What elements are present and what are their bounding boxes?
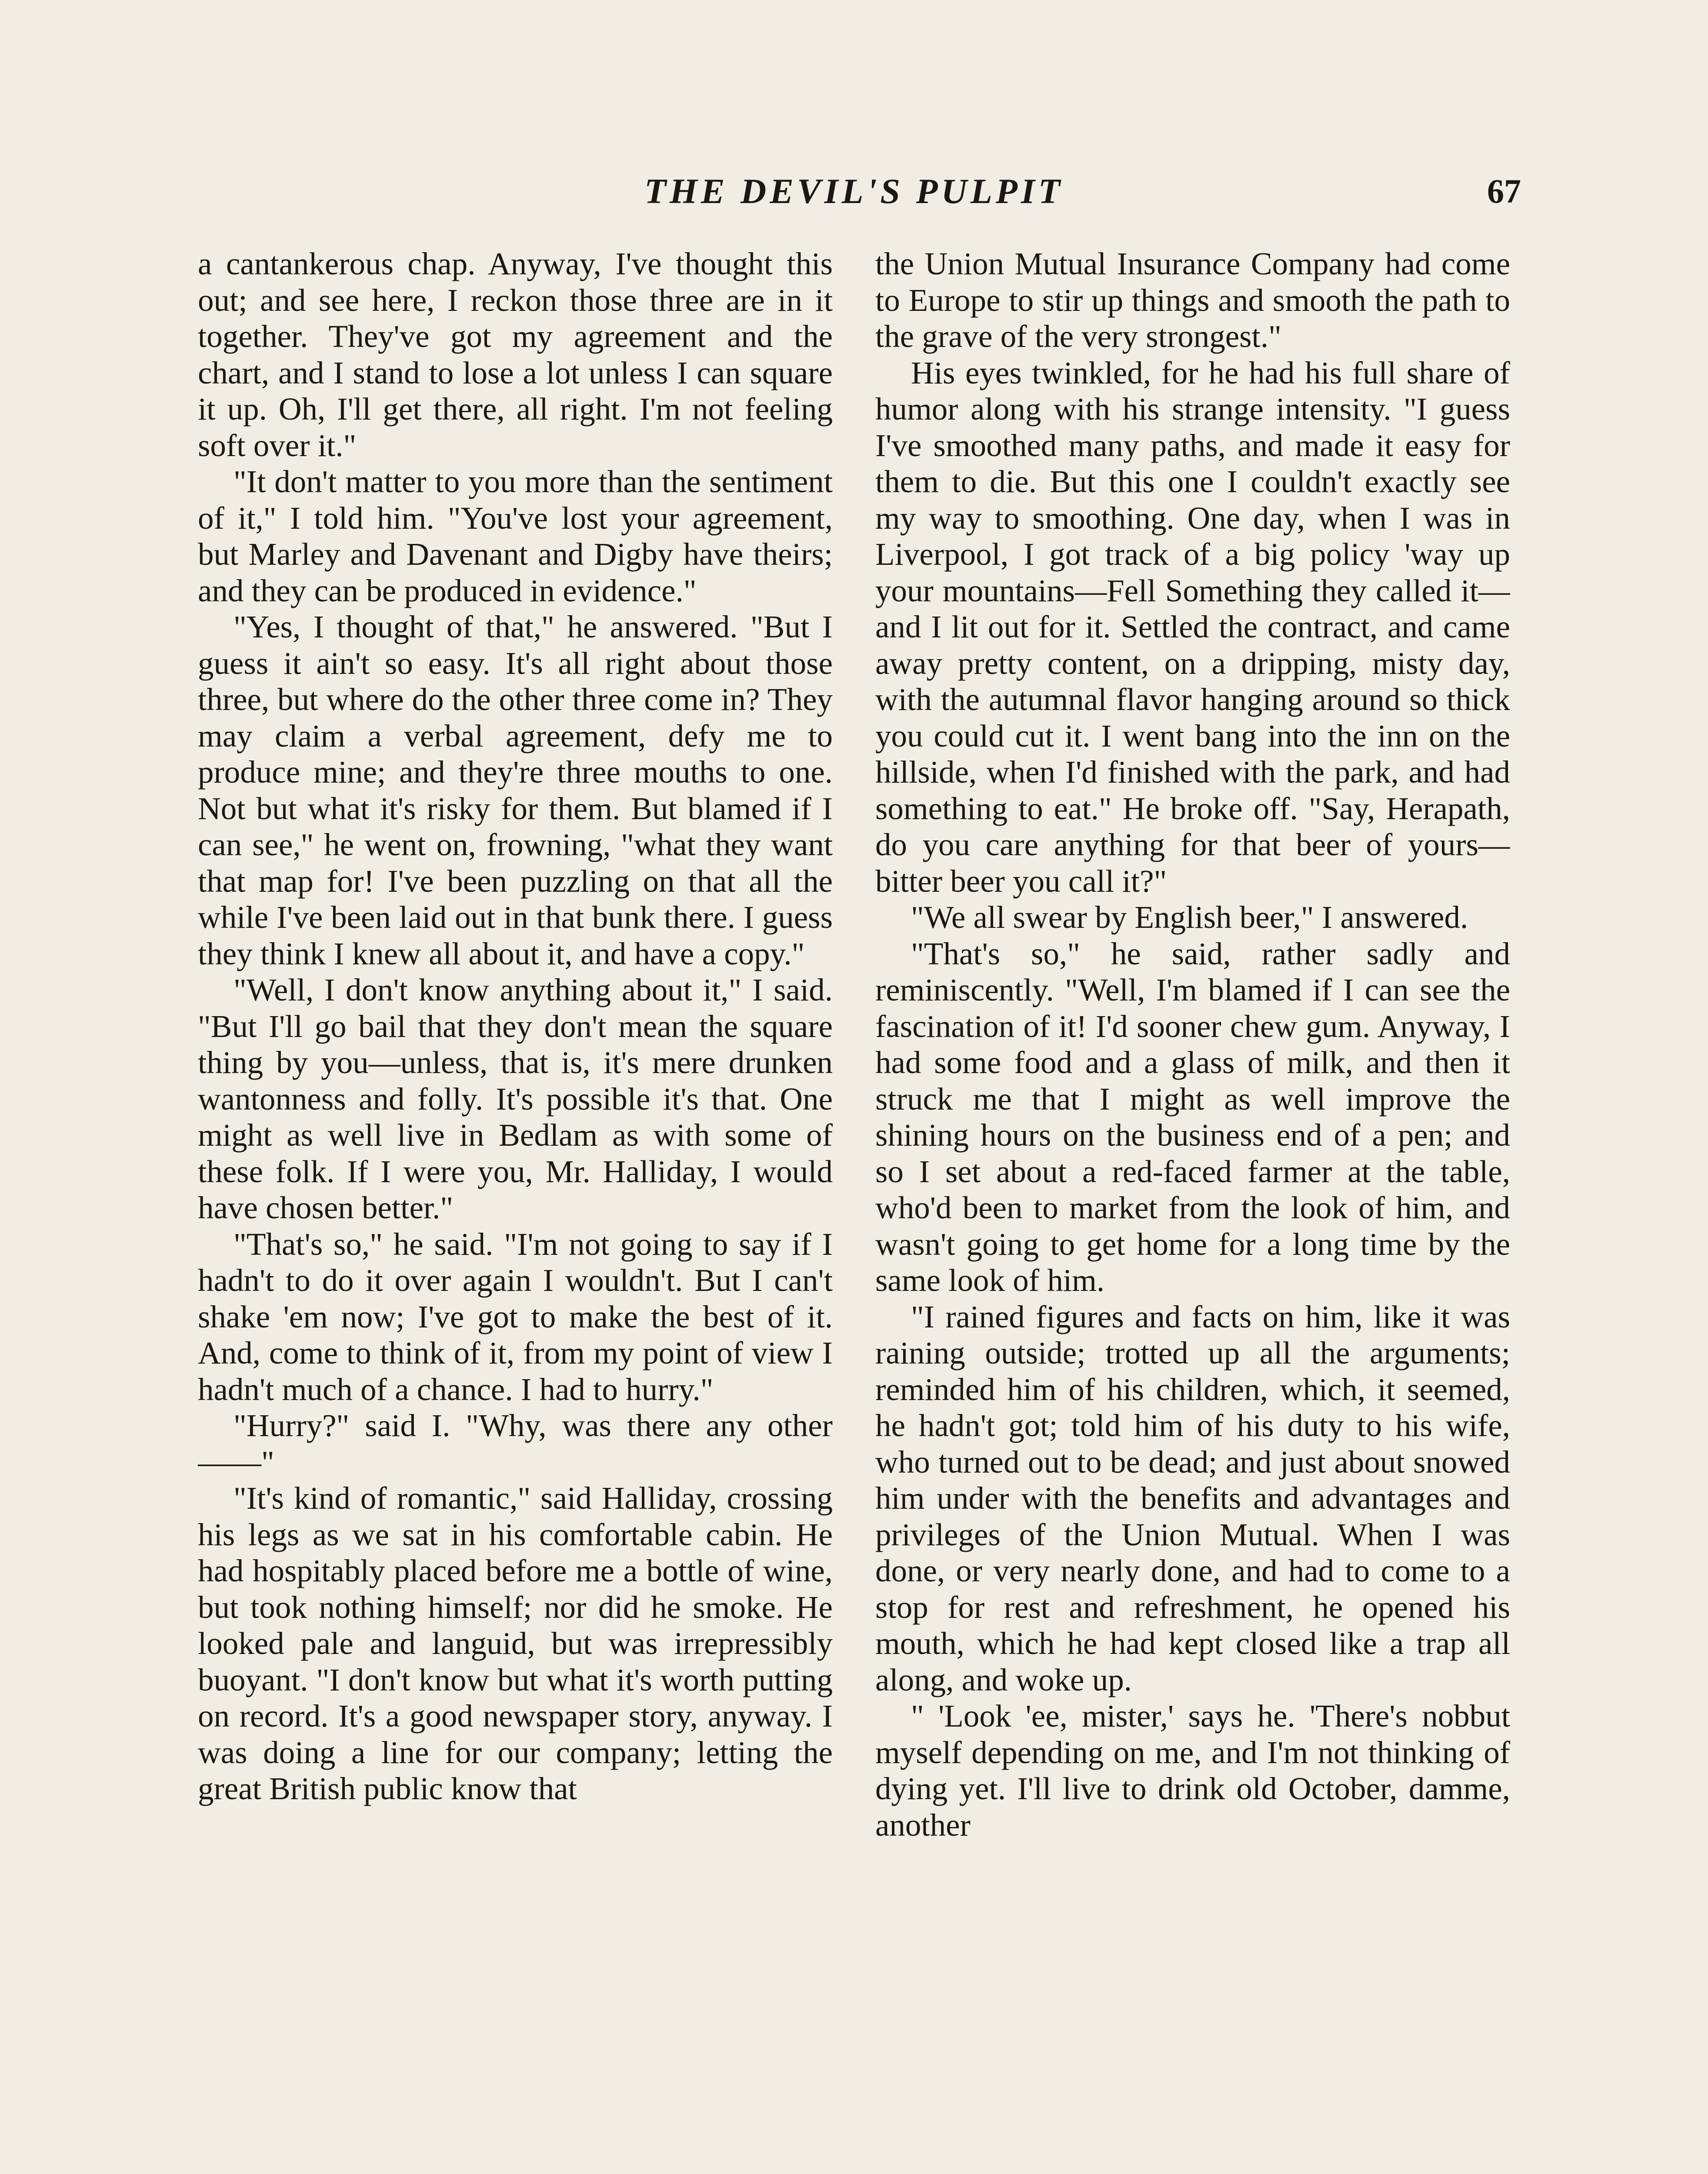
paragraph: the Union Mutual Insurance Company had come to Europe to stir up things and smooth the path to the grave of the very strongest." <box>875 246 1510 354</box>
paragraph: "We all swear by English beer," I answered. <box>911 900 1468 935</box>
left-column <box>198 246 833 2174</box>
paragraph: a cantankerous chap. Anyway, I've thought this out; and see here, I reckon those three are in it together. They've got my agreement and the chart, and I stand to lose a lot unless I can square it up. Oh, I'll get there, all right. I'm not feeling soft over it." <box>198 246 833 463</box>
page-header <box>0 165 1708 217</box>
paragraph: "It's kind of romantic," said Halliday, crossing his legs as we sat in his comfortable cabin. He had hospitably placed before me a bottle of wine, but took nothing himself; nor did he smoke. He looked pale and languid, but was irrepressibly buoyant. "I don't know but what it's worth putting on record. It's a good newspaper story, anyway. I was doing a line for our company; letting the great British public know that <box>198 1480 833 1806</box>
paragraph: "That's so," he said, rather sadly and reminiscently. "Well, I'm blamed if I can see the fascination of it! I'd sooner chew gum. Anyway, I had some food and a glass of milk, and then it struck me that I might as well improve the shining hours on the business end of a pen; and so I set about a red-faced farmer at the table, who'd been to market from the look of him, and wasn't going to get home for a long time by the same look of him. <box>875 936 1510 1298</box>
paragraph: His eyes twinkled, for he had his full share of humor along with his strange intensity. "I guess I've smoothed many paths, and made it easy for them to die. But this one I couldn't exactly see my way to smoothing. One day, when I was in Liverpool, I got track of a big policy 'way up your mountains—Fell Something they called it—and I lit out for it. Settled the contract, and came away pretty content, on a dripping, misty day, with the autumnal flavor hanging around so thick you could cut it. I went bang into the inn on the hillside, when I'd finished with the park, and had something to eat." He broke off. "Say, Herapath, do you care anything for that beer of yours—bitter beer you call it?" <box>875 355 1510 899</box>
paragraph: " 'Look 'ee, mister,' says he. 'There's nobbut myself depending on me, and I'm not thinking of dying yet. I'll live to drink old October, damme, another <box>875 1698 1510 1843</box>
paragraph: "Well, I don't know anything about it," I said. "But I'll go bail that they don't mean the square thing by you—unless, that is, it's mere drunken wantonness and folly. It's possible it's that. One might as well live in Bedlam as with some of these folk. If I were you, Mr. Halliday, I would have chosen better." <box>198 972 833 1225</box>
paragraph: "Hurry?" said I. "Why, was there any other——" <box>198 1408 833 1480</box>
paragraph: "That's so," he said. "I'm not going to say if I hadn't to do it over again I wouldn't. But I can't shake 'em now; I've got to make the best of it. And, come to think of it, from my point of view I hadn't much of a chance. I had to hurry." <box>198 1226 833 1407</box>
paragraph: "It don't matter to you more than the sentiment of it," I told him. "You've lost your agreement, but Marley and Davenant and Digby have theirs; and they can be produced in evidence." <box>198 464 833 608</box>
paragraph: "Yes, I thought of that," he answered. "But I guess it ain't so easy. It's all right about those three, but where do the other three come in? They may claim a verbal agreement, defy me to produce mine; and they're three mouths to one. Not but what it's risky for them. But blamed if I can see," he went on, frowning, "what they want that map for! I've been puzzling on that all the while I've been laid out in that bunk there. I guess they think I knew all about it, and have a copy." <box>198 609 833 971</box>
right-column <box>875 246 1510 2174</box>
page-number: 67 <box>1487 172 1521 210</box>
running-title: THE DEVIL'S PULPIT <box>644 171 1064 211</box>
paragraph: "I rained figures and facts on him, like it was raining outside; trotted up all the arguments; reminded him of his children, which, it seemed, he hadn't got; told him of his duty to his wife, who turned out to be dead; and just about snowed him under with the benefits and advantages and privileges of the Union Mutual. When I was done, or very nearly done, and had to come to a stop for rest and refreshment, he opened his mouth, which he had kept closed like a trap all along, and woke up. <box>875 1299 1510 1697</box>
